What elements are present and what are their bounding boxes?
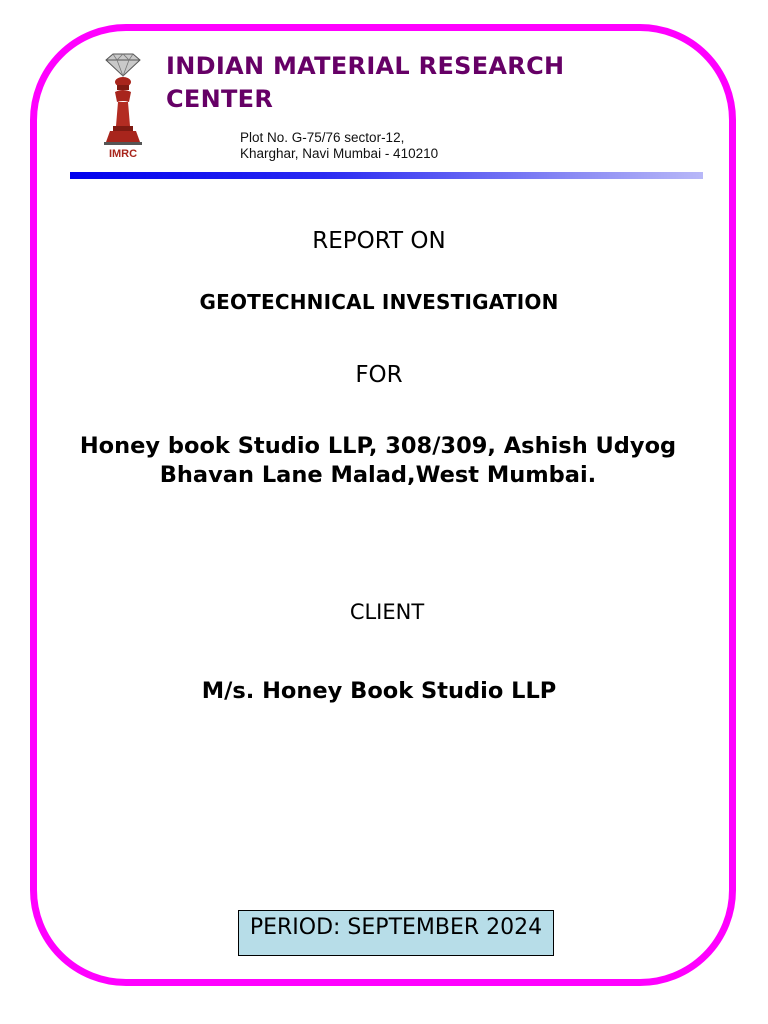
header-divider xyxy=(70,172,703,179)
period-text: PERIOD: SEPTEMBER 2024 xyxy=(249,915,543,940)
for-label: FOR xyxy=(355,362,403,388)
address-line-1: Plot No. G-75/76 sector-12, xyxy=(240,130,405,145)
period-box xyxy=(238,910,554,956)
diamond-icon xyxy=(106,54,140,76)
page-border-frame xyxy=(30,24,736,986)
imrc-logo xyxy=(100,52,146,160)
chess-piece-icon xyxy=(104,77,142,145)
report-on-heading: REPORT ON xyxy=(312,228,446,254)
organization-name: INDIAN MATERIAL RESEARCH CENTER xyxy=(166,52,565,113)
organization-address xyxy=(240,130,438,162)
client-name: M/s. Honey Book Studio LLP xyxy=(201,678,557,704)
report-subject: GEOTECHNICAL INVESTIGATION xyxy=(199,290,559,314)
logo-text: IMRC xyxy=(108,148,138,160)
address-line-2: Kharghar, Navi Mumbai - 410210 xyxy=(240,146,439,161)
client-label: CLIENT xyxy=(349,600,425,624)
project-title: Honey book Studio LLP, 308/309, Ashish Udyog Bhavan Lane Malad,West Mumbai. xyxy=(79,433,677,488)
